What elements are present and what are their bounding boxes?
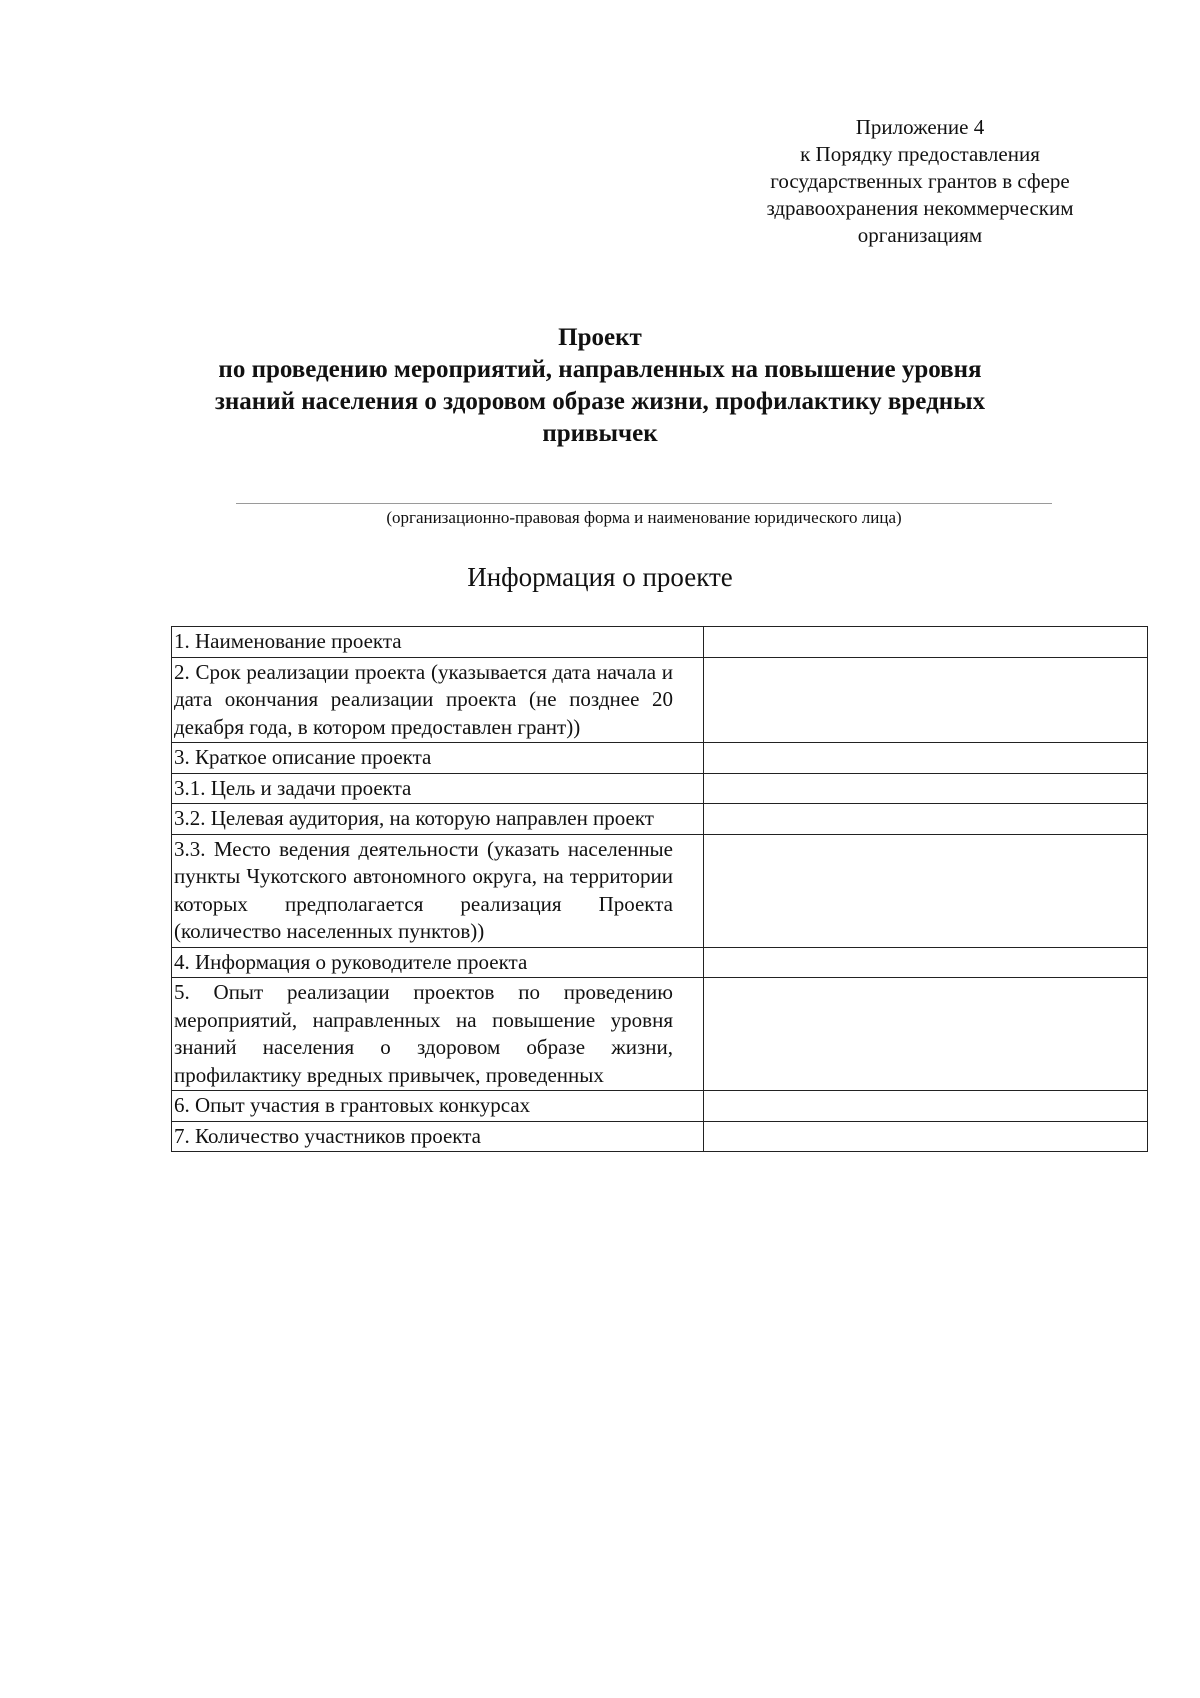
title-line: по проведению мероприятий, направленных на повышение уровня [218,356,982,383]
table-row [172,947,1148,978]
row-value [704,804,1148,835]
row-label: 1. Наименование проекта [172,627,704,658]
row-value [704,947,1148,978]
row-label: 3.2. Целевая аудитория, на которую направлен проект [172,804,704,835]
row-label: 3.3. Место ведения деятельности (указать населенные пункты Чукотского автономного округа, на территории которых предполагается реализация Проекта (количество населенных пунктов)) [172,834,704,947]
row-value [704,743,1148,774]
table-row [172,978,1148,1091]
row-value [704,627,1148,658]
row-value [704,1121,1148,1152]
title-line: знаний населения о здоровом образе жизни, профилактику вредных [214,388,986,415]
row-label: 4. Информация о руководителе проекта [172,947,704,978]
row-value [704,978,1148,1091]
table-row [172,1091,1148,1122]
document-title [150,322,1050,450]
row-label: 6. Опыт участия в грантовых конкурсах [172,1091,704,1122]
row-label: 5. Опыт реализации проектов по проведению мероприятий, направленных на повышение уровня знаний населения о здоровом образе жизни, профилактику вредных привычек, проведенных [172,978,704,1091]
table-row [172,834,1148,947]
row-value [704,657,1148,743]
appendix-line: Приложение 4 [855,115,985,139]
row-label: 7. Количество участников проекта [172,1121,704,1152]
row-value [704,834,1148,947]
table-row [172,743,1148,774]
title-line: Проект [558,324,642,351]
appendix-line: государственных грантов в сфере [770,169,1070,193]
table-row [172,627,1148,658]
table-row [172,1121,1148,1152]
table-row [172,657,1148,743]
row-value [704,773,1148,804]
table-row [172,773,1148,804]
appendix-line: здравоохранения некоммерческим [766,196,1074,220]
project-info-table [171,626,1148,1152]
organization-name-underline [236,503,1052,504]
appendix-line: организациям [857,223,983,247]
row-label: 3.1. Цель и задачи проекта [172,773,704,804]
title-line: привычек [542,420,658,447]
appendix-reference [720,114,1120,249]
row-value [704,1091,1148,1122]
row-label: 3. Краткое описание проекта [172,743,704,774]
appendix-line: к Порядку предоставления [800,142,1040,166]
section-heading: Информация о проекте [467,562,733,592]
table-row [172,804,1148,835]
organization-name-caption: (организационно-правовая форма и наименование юридического лица) [386,508,902,527]
row-label: 2. Срок реализации проекта (указывается дата начала и дата окончания реализации проекта (не позднее 20 декабря года, в котором предоставлен грант)) [172,657,704,743]
